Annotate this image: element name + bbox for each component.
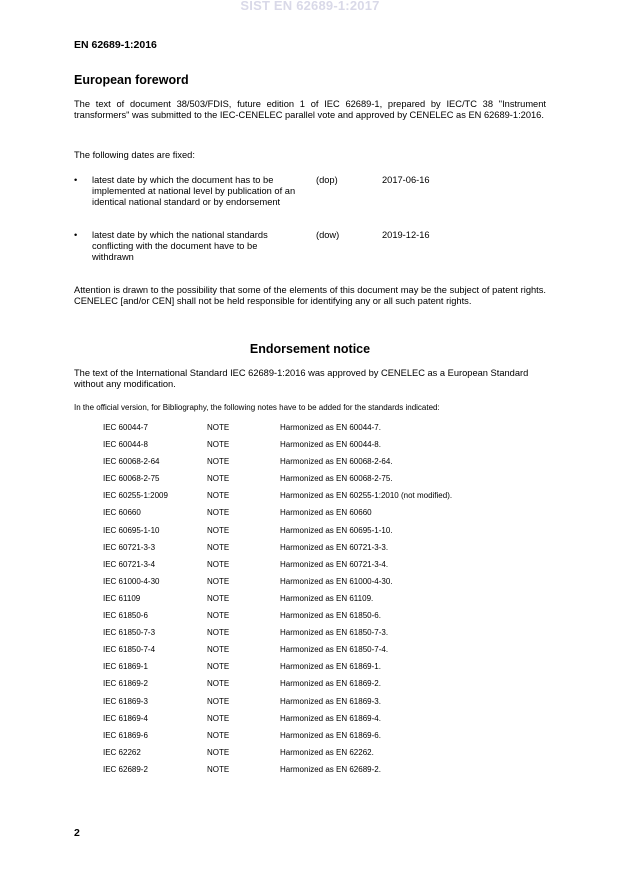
bibliography-note-intro: In the official version, for Bibliography, the following notes have to be added for the standards indicated: <box>74 403 440 412</box>
bullet-date: 2017-06-16 <box>382 175 430 185</box>
note-type-cell: NOTE <box>207 559 230 569</box>
table-row <box>103 440 523 457</box>
harmonized-cell: Harmonized as EN 60068-2-75. <box>280 474 393 484</box>
endorsement-paragraph: The text of the International Standard IEC 62689-1:2016 was approved by CENELEC as a European Standard without any modification. <box>74 368 529 389</box>
standard-cell: IEC 62689-2 <box>103 764 148 774</box>
standard-cell: IEC 61869-4 <box>103 713 148 723</box>
harmonized-cell: Harmonized as EN 60721-3-4. <box>280 559 389 569</box>
note-type-cell: NOTE <box>207 440 230 450</box>
dates-intro: The following dates are fixed: <box>74 150 195 160</box>
harmonized-cell: Harmonized as EN 61850-7-3. <box>280 628 389 638</box>
standard-cell: IEC 60721-3-3 <box>103 542 156 552</box>
note-type-cell: NOTE <box>207 730 230 740</box>
standard-cell: IEC 60660 <box>103 508 141 518</box>
note-type-cell: NOTE <box>207 474 230 484</box>
harmonized-cell: Harmonized as EN 61850-6. <box>280 611 381 621</box>
bullet-date: 2019-12-16 <box>382 230 430 240</box>
standard-cell: IEC 61869-6 <box>103 730 148 740</box>
table-row <box>103 697 523 714</box>
harmonized-cell: Harmonized as EN 62262. <box>280 747 374 757</box>
standard-cell: IEC 60044-7 <box>103 423 148 432</box>
harmonized-cell: Harmonized as EN 60255-1:2010 (not modified). <box>280 491 453 501</box>
note-type-cell: NOTE <box>207 525 230 535</box>
note-type-cell: NOTE <box>207 508 230 518</box>
watermark: SIST EN 62689-1:2017 <box>240 0 380 13</box>
page-number: 2 <box>74 827 80 839</box>
harmonized-cell: Harmonized as EN 61869-3. <box>280 696 381 706</box>
note-type-cell: NOTE <box>207 645 230 655</box>
table-row <box>103 526 523 543</box>
harmonized-cell: Harmonized as EN 60660 <box>280 508 372 518</box>
table-row <box>103 491 523 508</box>
table-row <box>103 731 523 748</box>
standard-cell: IEC 60044-8 <box>103 440 148 450</box>
note-type-cell: NOTE <box>207 491 230 501</box>
note-type-cell: NOTE <box>207 696 230 706</box>
standard-cell: IEC 61869-1 <box>103 662 148 672</box>
note-type-cell: NOTE <box>207 611 230 621</box>
table-row <box>103 594 523 611</box>
table-row <box>103 577 523 594</box>
standard-cell: IEC 61109 <box>103 593 141 603</box>
bullet-text: latest date by which the national standards conflicting with the document have to be withdrawn <box>92 230 268 262</box>
note-type-cell: NOTE <box>207 764 230 774</box>
harmonized-cell: Harmonized as EN 60695-1-10. <box>280 525 393 535</box>
patent-paragraph: Attention is drawn to the possibility that some of the elements of this document may be the subject of patent rights. CENELEC [and/or CEN] shall not be held responsible for identifying any or all such patent rights. <box>74 285 546 306</box>
harmonized-cell: Harmonized as EN 61869-6. <box>280 730 381 740</box>
standard-cell: IEC 61869-2 <box>103 679 148 689</box>
note-type-cell: NOTE <box>207 576 230 586</box>
harmonized-cell: Harmonized as EN 61869-4. <box>280 713 381 723</box>
standard-cell: IEC 61869-3 <box>103 696 148 706</box>
note-type-cell: NOTE <box>207 593 230 603</box>
bullet-icon: • <box>74 175 78 185</box>
table-row <box>103 628 523 645</box>
endorsement-heading: Endorsement notice <box>249 342 371 356</box>
standard-cell: IEC 61000-4-30 <box>103 576 160 586</box>
table-row <box>103 679 523 696</box>
table-row <box>103 611 523 628</box>
standard-cell: IEC 60721-3-4 <box>103 559 156 569</box>
harmonized-cell: Harmonized as EN 61109. <box>280 593 374 603</box>
table-row <box>103 423 523 440</box>
table-row <box>103 645 523 662</box>
harmonized-cell: Harmonized as EN 60044-8. <box>280 440 381 450</box>
harmonized-cell: Harmonized as EN 60068-2-64. <box>280 457 393 467</box>
table-row <box>103 457 523 474</box>
table-row <box>103 662 523 679</box>
note-type-cell: NOTE <box>207 679 230 689</box>
harmonized-cell: Harmonized as EN 61869-1. <box>280 662 381 672</box>
note-type-cell: NOTE <box>207 457 230 467</box>
table-row <box>103 560 523 577</box>
standard-cell: IEC 60068-2-64 <box>103 457 160 467</box>
document-id: EN 62689-1:2016 <box>74 39 157 51</box>
harmonized-cell: Harmonized as EN 61869-2. <box>280 679 381 689</box>
standard-cell: IEC 60695-1-10 <box>103 525 160 535</box>
standard-cell: IEC 62262 <box>103 747 141 757</box>
harmonized-cell: Harmonized as EN 61850-7-4. <box>280 645 389 655</box>
table-row <box>103 748 523 765</box>
table-row <box>103 543 523 560</box>
bullet-abbr: (dow) <box>316 230 340 240</box>
note-type-cell: NOTE <box>207 628 230 638</box>
standard-cell: IEC 60068-2-75 <box>103 474 160 484</box>
table-row <box>103 508 523 525</box>
table-row <box>103 714 523 731</box>
note-type-cell: NOTE <box>207 747 230 757</box>
note-type-cell: NOTE <box>207 713 230 723</box>
table-row <box>103 765 523 782</box>
standard-cell: IEC 61850-7-3 <box>103 628 156 638</box>
table-row <box>103 474 523 491</box>
harmonized-cell: Harmonized as EN 62689-2. <box>280 764 381 774</box>
foreword-paragraph: The text of document 38/503/FDIS, future edition 1 of IEC 62689-1, prepared by IEC/TC 38 "Instrument transformers" was submitted to the IEC-CENELEC parallel vote and approved by CENELEC as EN 62689-1:2016. <box>74 99 546 120</box>
harmonized-cell: Harmonized as EN 61000-4-30. <box>280 576 393 586</box>
bullet-abbr: (dop) <box>316 175 338 185</box>
notes-table <box>103 423 523 782</box>
foreword-heading: European foreword <box>74 73 189 87</box>
note-type-cell: NOTE <box>207 423 230 432</box>
harmonized-cell: Harmonized as EN 60044-7. <box>280 423 381 432</box>
bullet-text: latest date by which the document has to be implemented at national level by publication of an identical national standard or by endorsement <box>92 175 296 207</box>
note-type-cell: NOTE <box>207 662 230 672</box>
standard-cell: IEC 60255-1:2009 <box>103 491 168 501</box>
harmonized-cell: Harmonized as EN 60721-3-3. <box>280 542 389 552</box>
note-type-cell: NOTE <box>207 542 230 552</box>
bullet-icon: • <box>74 230 78 240</box>
standard-cell: IEC 61850-7-4 <box>103 645 156 655</box>
standard-cell: IEC 61850-6 <box>103 611 148 621</box>
